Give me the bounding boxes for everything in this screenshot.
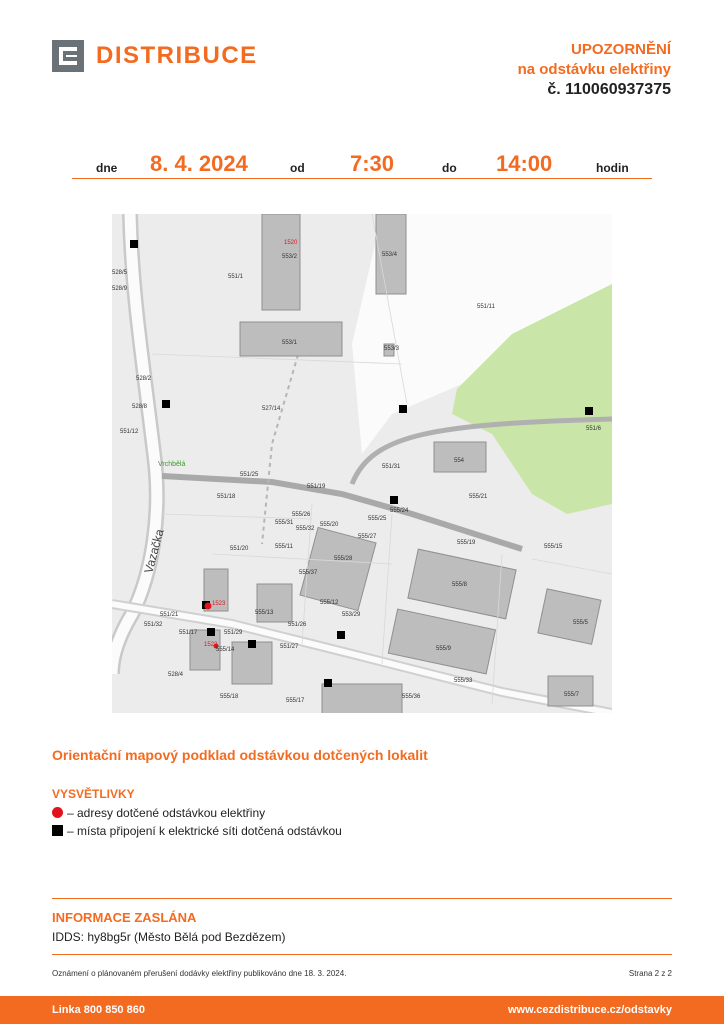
parcel-label: 555/13 [255,610,274,616]
legend-heading: VYSVĚTLIVKY [52,787,135,801]
parcel-label: 555/19 [457,540,476,546]
parcel-label: 528/5 [112,270,128,276]
parcel-label: 555/21 [469,494,488,500]
from-label: od [290,161,305,175]
address-label-1522: 1522 [204,642,218,648]
parcel-label: 555/18 [220,694,239,700]
parcel-label: 551/21 [160,612,179,618]
notice-heading [518,40,671,100]
parcel-label: 555/15 [544,544,563,550]
address-label-1523: 1523 [212,601,226,607]
logo-text: DISTRIBUCE [96,42,258,69]
connection-point [248,640,256,648]
parcel-label: 527/14 [262,406,281,412]
connection-point [207,628,215,636]
parcel-label: 551/19 [307,484,326,490]
to-time: 14:00 [496,151,553,176]
parcel-label: 528/8 [132,404,148,410]
street-label: Vazačka [141,527,167,575]
parcel-label: 555/5 [573,620,589,626]
red-dot-icon [52,807,63,818]
map-title: Orientační mapový podklad odstávkou dotčených lokalit [52,747,428,763]
parcel-label: 528/4 [168,672,184,678]
map-canvas [112,214,612,713]
legend-item-connection [52,824,342,838]
notice-number: č. 110060937375 [547,81,671,98]
notice-title: UPOZORNĚNÍ [570,41,671,58]
parcel-label: 528/2 [136,376,152,382]
info-text: IDDS: hy8bg5r (Město Bělá pod Bezdězem) [52,930,286,944]
hotline: Linka 800 850 860 [52,1004,145,1016]
parcel-label: 551/26 [288,622,307,628]
parcel-label: 551/18 [217,494,236,500]
connection-point [162,400,170,408]
parcel-label: 553/1 [282,340,298,346]
outage-map [112,214,612,713]
footer-bar [0,996,724,1024]
parcel-label: 555/37 [299,570,318,576]
parcel-label: 555/8 [452,582,468,588]
connection-point [337,631,345,639]
parcel-label: 551/12 [120,429,139,435]
connection-point [399,405,407,413]
divider [52,954,672,955]
outage-date: 8. 4. 2024 [150,151,248,176]
divider [52,898,672,899]
parcel-label: 551/25 [240,472,259,478]
parcel-label: 555/33 [454,678,473,684]
parcel-label: 555/9 [436,646,452,652]
parcel-label: 555/12 [320,600,339,606]
schedule-line [72,148,652,179]
connection-point [390,496,398,504]
publication-note: Oznámení o plánovaném přerušení dodávky elektřiny publikováno dne 18. 3. 2024. [52,969,347,978]
parcel-label: 555/32 [296,526,315,532]
parcel-label: 555/28 [334,556,353,562]
parcel-label: 528/9 [112,286,128,292]
parcel-label: 555/7 [564,692,580,698]
hours-label: hodin [596,161,629,175]
parcel-label: 553/3 [384,346,400,352]
parcel-label: 555/17 [286,698,305,704]
parcel-label: 551/11 [477,304,495,310]
parcel-label: 555/24 [390,508,409,514]
connection-point [130,240,138,248]
legend-item-address [52,806,265,820]
parcel-label: 551/27 [280,644,299,650]
locality-label: Vrchbělá [158,461,186,468]
parcel-label: 555/14 [216,647,235,653]
from-time: 7:30 [350,151,395,176]
parcel-label: 553/4 [382,252,398,258]
address-label-1520: 1520 [284,240,298,246]
parcel-label: 553/2 [282,254,298,260]
parcel-label: 553/29 [342,612,361,618]
page-number: Strana 2 z 2 [628,969,672,978]
parcel-label: 551/29 [224,630,243,636]
parcel-label: 551/6 [586,426,602,432]
parcel-label: 555/26 [292,512,311,518]
legend-address-text: – adresy dotčené odstávkou elektřiny [67,806,266,820]
notice-subtitle: na odstávku elektřiny [517,61,671,78]
connection-point [585,407,593,415]
parcel-label: 555/31 [275,520,294,526]
legend-connection-text: – místa připojení k elektrické síti dotčená odstávkou [67,824,342,838]
black-square-icon [52,825,63,836]
parcel-label: 551/1 [228,274,244,280]
parcel-label: 555/36 [402,694,421,700]
parcel-label: 551/17 [179,630,198,636]
parcel-label: 555/11 [275,544,293,550]
parcel-label: 551/20 [230,546,249,552]
parcel-label: 555/27 [358,534,377,540]
logo-icon [52,40,84,72]
to-label: do [442,161,457,175]
parcel-label: 551/31 [382,464,401,470]
connection-point [324,679,332,687]
info-heading: INFORMACE ZASLÁNA [52,910,197,925]
parcel-label: 555/20 [320,522,339,528]
parcel-label: 554 [454,458,465,464]
address-marker [205,603,212,610]
parcel-label: 551/32 [144,622,163,628]
day-label: dne [96,161,118,175]
website-link[interactable]: www.cezdistribuce.cz/odstavky [507,1004,672,1016]
parcel-label: 555/25 [368,516,387,522]
